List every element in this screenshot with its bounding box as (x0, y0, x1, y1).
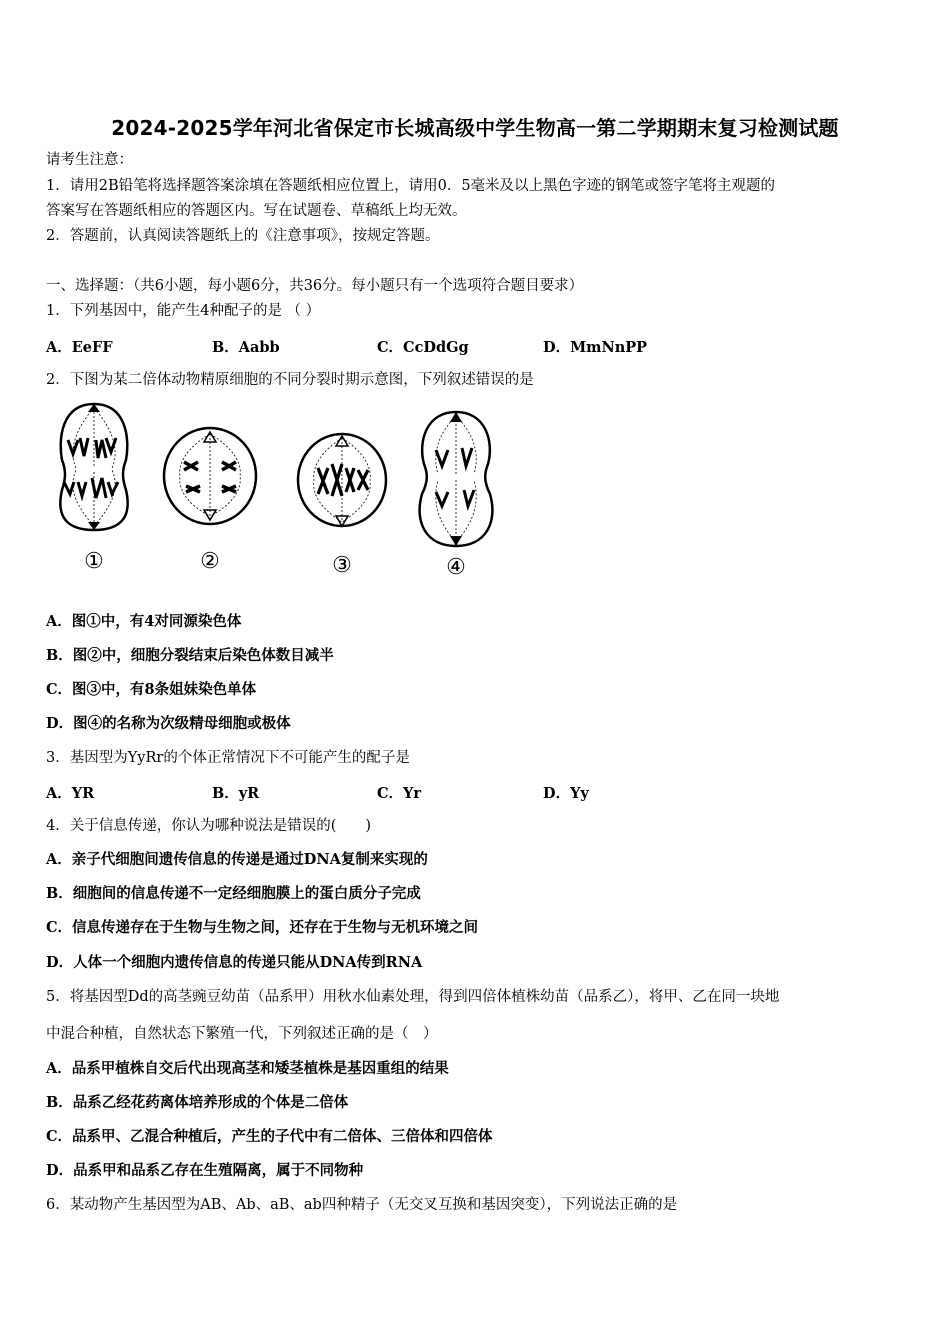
notice-item-2: 2．答题前，认真阅读答题纸上的《注意事项》，按规定答题。 (46, 228, 440, 244)
question-4-option-d: D．人体一个细胞内遗传信息的传递只能从DNA传到RNA (46, 954, 423, 971)
notice-item-1-line-1: 1．请用2B铅笔将选择题答案涂填在答题纸相应位置上，请用0．5毫米及以上黑色字迹的钢笔或签字笔将主观题的 (46, 178, 776, 194)
figure-label-1: ① (84, 549, 104, 574)
section-heading: 一、选择题：（共6小题，每小题6分，共36分。每小题只有一个选项符合题目要求） (46, 278, 584, 294)
question-6-stem: 6．某动物产生基因型为AB、Ab、aB、ab四种精子（无交叉互换和基因突变），下列说法正确的是 (46, 1197, 678, 1213)
question-2-option-b: B．图②中，细胞分裂结束后染色体数目减半 (46, 647, 334, 664)
question-4-option-b: B．细胞间的信息传递不一定经细胞膜上的蛋白质分子完成 (46, 885, 421, 902)
question-5-option-a: A．品系甲植株自交后代出现高茎和矮茎植株是基因重组的结果 (46, 1060, 449, 1077)
question-1-option-a: A．EeFF (46, 339, 113, 356)
question-4-option-c: C．信息传递存在于生物与生物之间，还存在于生物与无机环境之间 (46, 919, 479, 936)
question-2-option-c: C．图③中，有8条姐妹染色单体 (46, 681, 257, 698)
question-5-option-d: D．品系甲和品系乙存在生殖隔离，属于不同物种 (46, 1162, 364, 1179)
cell-division-figure (46, 398, 516, 584)
question-3-option-c: C．Yr (377, 785, 422, 802)
question-2-option-d: D．图④的名称为次级精母细胞或极体 (46, 715, 291, 732)
question-5-stem-line-2: 中混合种植，自然状态下繁殖一代，下列叙述正确的是（ ） (46, 1026, 438, 1042)
question-2-stem: 2．下图为某二倍体动物精原细胞的不同分裂时期示意图，下列叙述错误的是 (46, 372, 534, 388)
notice-heading: 请考生注意： (46, 152, 133, 168)
question-4-option-a: A．亲子代细胞间遗传信息的传递是通过DNA复制来实现的 (46, 851, 428, 868)
question-5-stem-line-1: 5．将基因型Dd的高茎豌豆幼苗（品系甲）用秋水仙素处理，得到四倍体植株幼苗（品系乙），将甲、乙在同一块地 (46, 989, 780, 1005)
cell-diagram-1 (60, 404, 127, 530)
question-1-option-b: B．Aabb (212, 339, 280, 356)
figure-label-4: ④ (446, 555, 466, 580)
question-5-option-c: C．品系甲、乙混合种植后，产生的子代中有二倍体、三倍体和四倍体 (46, 1128, 493, 1145)
cell-diagram-2 (164, 428, 256, 524)
question-1-option-d: D．MmNnPP (543, 339, 648, 356)
question-3-stem: 3．基因型为YyRr的个体正常情况下不可能产生的配子是 (46, 750, 410, 766)
question-3-option-d: D．Yy (543, 785, 589, 802)
figure-label-3: ③ (332, 553, 352, 578)
question-5-option-b: B．品系乙经花药离体培养形成的个体是二倍体 (46, 1094, 349, 1111)
question-1-stem: 1．下列基因中，能产生4种配子的是 （ ） (46, 303, 321, 319)
cell-diagram-3 (298, 434, 386, 526)
question-2-option-a: A．图①中，有4对同源染色体 (46, 613, 242, 630)
question-4-stem: 4．关于信息传递，你认为哪种说法是错误的( ) (46, 818, 372, 834)
figure-label-2: ② (200, 549, 220, 574)
question-1-option-c: C．CcDdGg (377, 339, 469, 356)
question-3-option-b: B．yR (212, 785, 260, 802)
notice-item-1-line-2: 答案写在答题纸相应的答题区内。写在试题卷、草稿纸上均无效。 (46, 203, 467, 219)
page-title: 2024-2025学年河北省保定市长城高级中学生物高一第二学期期末复习检测试题 (111, 116, 839, 140)
cell-diagram-4 (420, 412, 493, 546)
question-3-option-a: A．YR (46, 785, 95, 802)
